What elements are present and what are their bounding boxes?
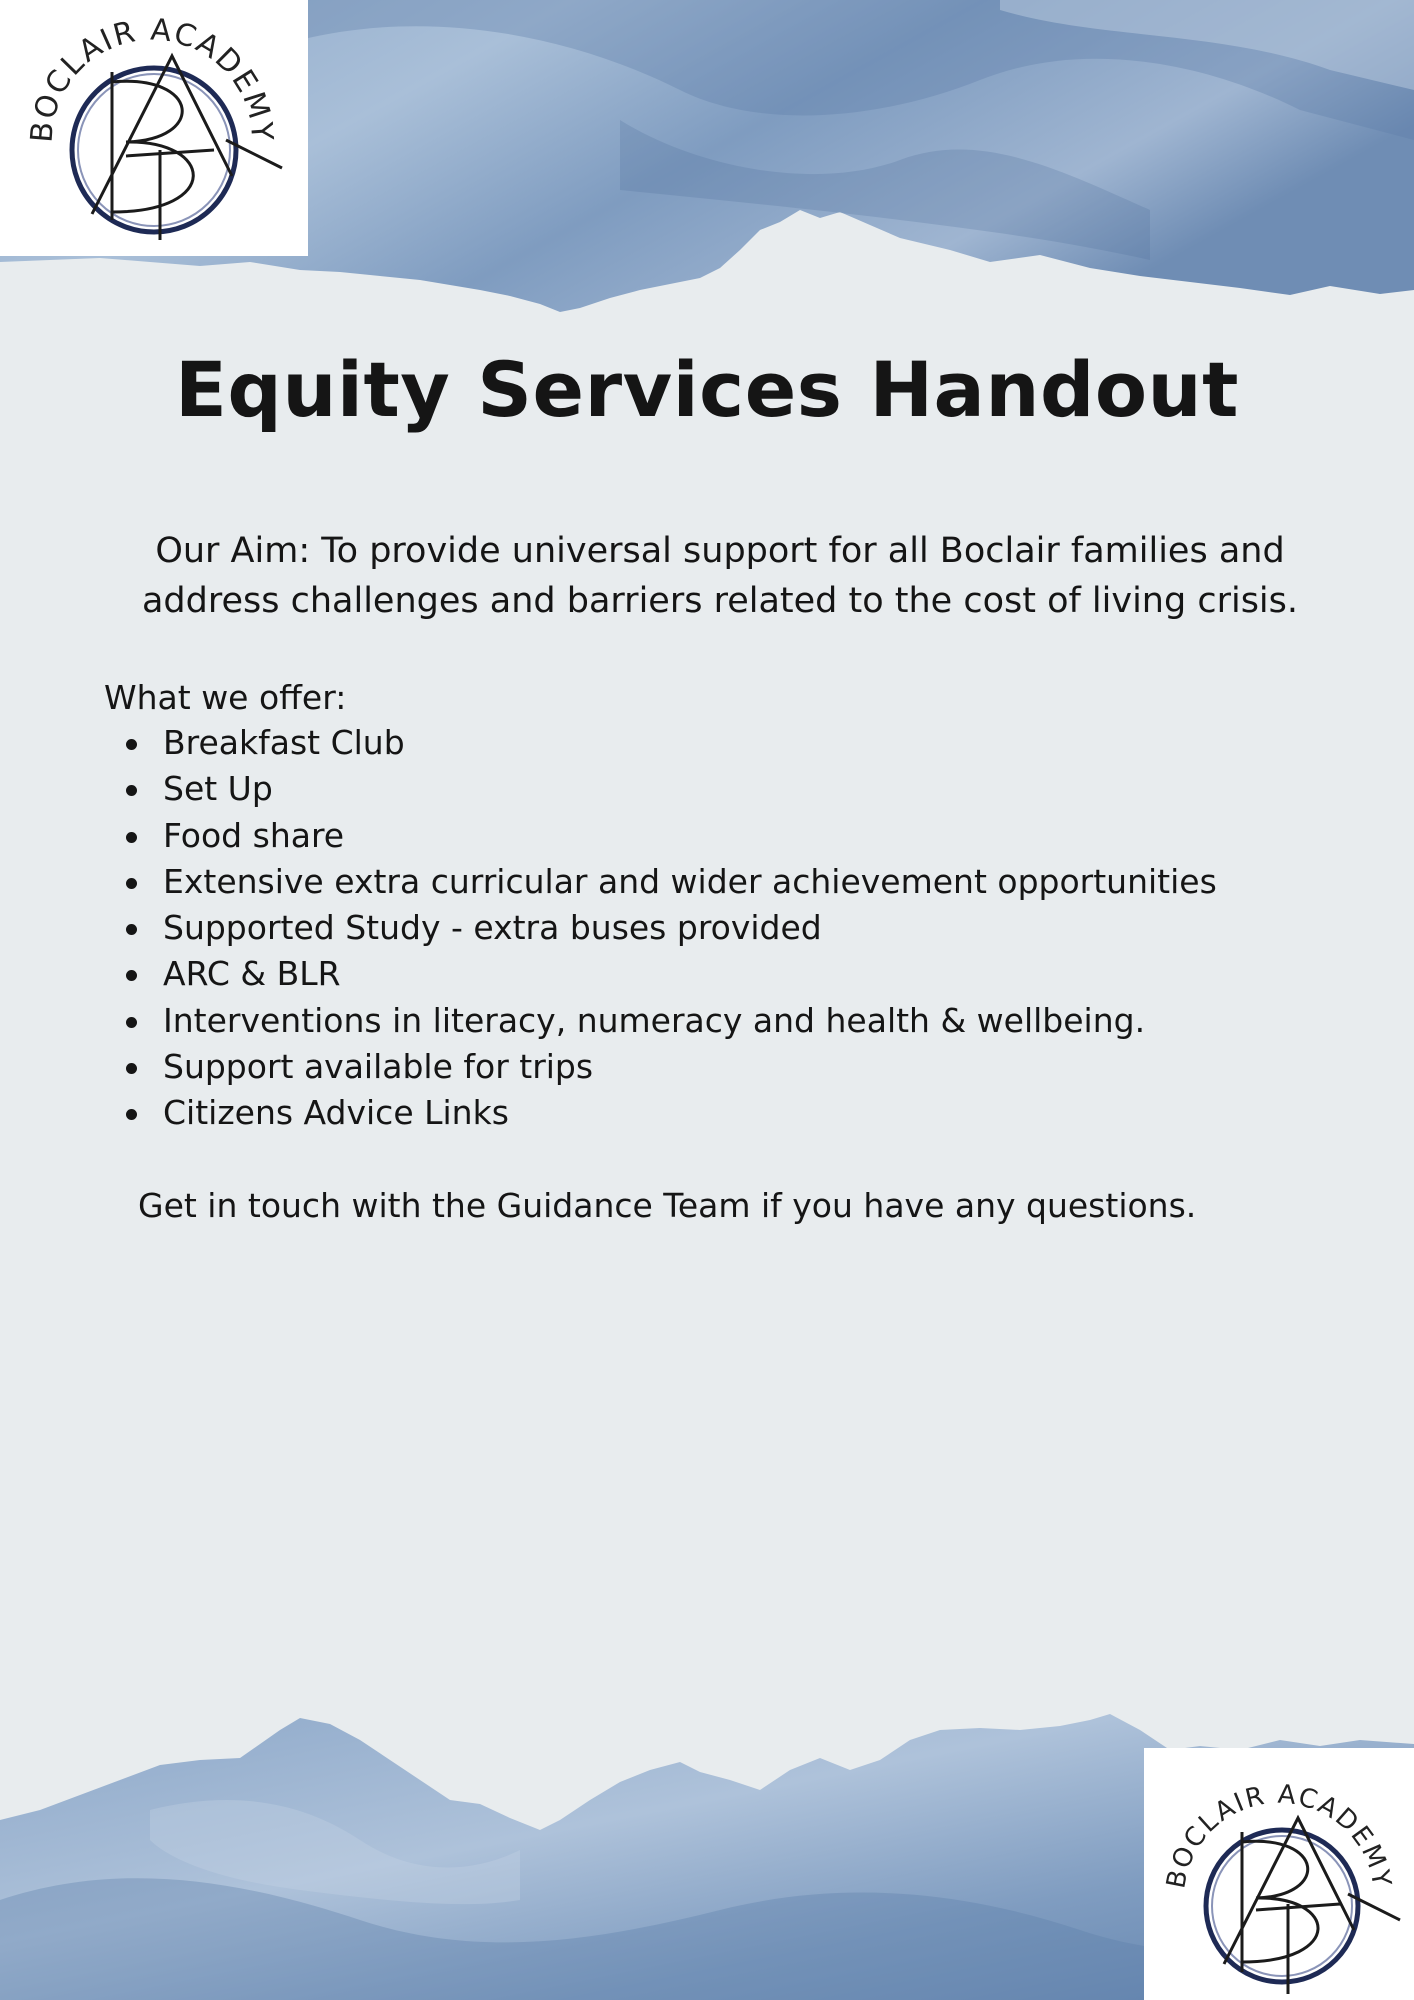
school-logo-top bbox=[0, 0, 308, 256]
boclair-academy-logo bbox=[1144, 1748, 1414, 2000]
list-item: Food share bbox=[104, 813, 1217, 859]
aim-line-1: Our Aim: To provide universal support for all Boclair families and bbox=[155, 531, 1285, 571]
aim-line-2: address challenges and barriers related to the cost of living crisis. bbox=[141, 581, 1299, 621]
offer-heading: What we offer: bbox=[104, 678, 347, 717]
offer-list bbox=[104, 720, 1217, 1137]
svg-text:BOCLAIR ACADEMY: BOCLAIR ACADEMY bbox=[1161, 1779, 1397, 1891]
page-title: Equity Services Handout bbox=[175, 345, 1239, 434]
list-item: Extensive extra curricular and wider achievement opportunities bbox=[104, 859, 1217, 905]
school-logo-bottom bbox=[1144, 1748, 1414, 2000]
list-item: Supported Study - extra buses provided bbox=[104, 905, 1217, 951]
list-item: Citizens Advice Links bbox=[104, 1090, 1217, 1136]
list-item: ARC & BLR bbox=[104, 951, 1217, 997]
aim-statement bbox=[100, 526, 1340, 626]
list-item: Support available for trips bbox=[104, 1044, 1217, 1090]
contact-note: Get in touch with the Guidance Team if you have any questions. bbox=[138, 1186, 1197, 1225]
list-item: Set Up bbox=[104, 766, 1217, 812]
list-item: Interventions in literacy, numeracy and health & wellbeing. bbox=[104, 998, 1217, 1044]
list-item: Breakfast Club bbox=[104, 720, 1217, 766]
boclair-academy-logo bbox=[0, 0, 308, 256]
svg-text:BOCLAIR ACADEMY: BOCLAIR ACADEMY bbox=[24, 12, 280, 144]
